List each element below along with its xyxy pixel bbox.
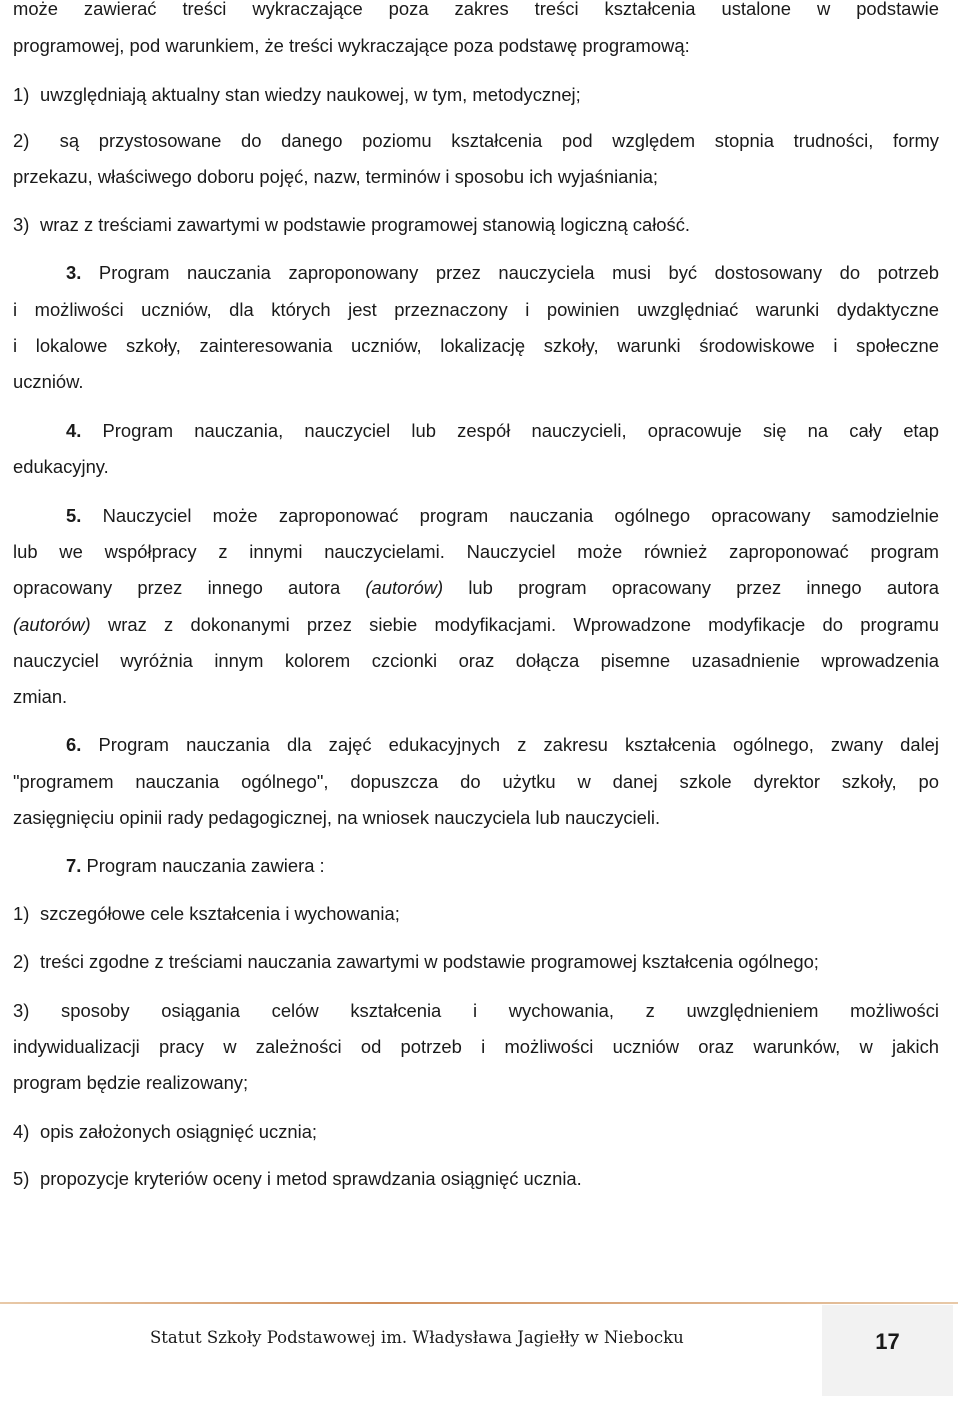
paragraph-text: Nauczyciel może zaproponować program nauczania ogólnego opracowany samodzielnie [102, 505, 939, 526]
paragraph-text: wraz z dokonanymi przez siebie modyfikacjami. Wprowadzone modyfikacje do programu [107, 614, 939, 635]
content-item-5 [13, 1168, 939, 1190]
paragraph-number: 3. [66, 262, 82, 283]
content-text: sposoby osiągania celów kształcenia i wychowania, z uwzględnieniem możliwości [61, 1000, 939, 1021]
condition-text: uwzględniają aktualny stan wiedzy naukowej, w tym, metodycznej; [40, 84, 581, 105]
page-number-box [822, 1305, 953, 1396]
paragraph-number: 7. [66, 855, 82, 876]
content-number: 2) [13, 951, 30, 972]
content-item-3-cont: indywidualizacji pracy w zależności od potrzeb i możliwości uczniów oraz warunków, w jakich [13, 1036, 939, 1057]
paragraph-5-line-3 [13, 577, 939, 599]
intro-line-2: programowej, pod warunkiem, że treści wykraczające poza podstawę programową: [13, 35, 690, 56]
footer-title: Statut Szkoły Podstawowej im. Władysława Jagiełły w Niebocku [150, 1328, 684, 1347]
paragraph-5-line-2: lub we współpracy z innymi nauczycielami. Nauczyciel może również zaproponować program [13, 541, 939, 562]
paragraph-3-line-3: i lokalowe szkoły, zainteresowania uczniów, lokalizację szkoły, warunki środowiskowe i społeczne [13, 335, 939, 356]
condition-text: wraz z treściami zawartymi w podstawie programowej stanowią logiczną całość. [40, 214, 691, 235]
italic-text: (autorów) [13, 614, 91, 635]
paragraph-number: 5. [66, 505, 82, 526]
paragraph-text: Program nauczania zaproponowany przez nauczyciela musi być dostosowany do potrzeb [98, 262, 939, 283]
condition-text: są przystosowane do danego poziomu kształcenia pod względem stopnia trudności, formy [59, 130, 939, 151]
content-item-4 [13, 1121, 939, 1143]
condition-number: 1) [13, 84, 30, 105]
condition-number: 3) [13, 214, 30, 235]
content-item-3-cont-2: program będzie realizowany; [13, 1072, 249, 1093]
paragraph-6-line-2: "programem nauczania ogólnego", dopuszcza do użytku w danej szkole dyrektor szkoły, po [13, 771, 939, 792]
condition-number: 2) [13, 130, 30, 151]
content-number: 3) [13, 1000, 30, 1021]
footer-divider [0, 1302, 958, 1304]
content-text: opis założonych osiągnięć ucznia; [40, 1121, 318, 1142]
content-item-2 [13, 951, 939, 973]
paragraph-6-line-1 [13, 734, 939, 756]
content-text: propozycje kryteriów oceny i metod sprawdzania osiągnięć ucznia. [40, 1168, 582, 1189]
italic-text: (autorów) [365, 577, 444, 598]
paragraph-text: lub program opracowany przez innego autora [468, 577, 939, 598]
paragraph-3-line-2: i możliwości uczniów, dla których jest przeznaczony i powinien uwzględniać warunki dydaktyczne [13, 299, 939, 320]
content-text: treści zgodne z treściami nauczania zawartymi w podstawie programowej kształcenia ogólnego; [40, 951, 819, 972]
paragraph-7-line-1 [13, 855, 939, 877]
paragraph-5-line-4 [13, 614, 939, 636]
page-number: 17 [875, 1329, 900, 1354]
paragraph-5-line-6: zmian. [13, 686, 68, 707]
paragraph-number: 6. [66, 734, 82, 755]
paragraph-text: Program nauczania, nauczyciel lub zespół nauczycieli, opracowuje się na cały etap [102, 420, 939, 441]
paragraph-3-line-1 [13, 262, 939, 284]
paragraph-4-line-1 [13, 420, 939, 442]
content-number: 4) [13, 1121, 30, 1142]
content-text: szczegółowe cele kształcenia i wychowania; [40, 903, 400, 924]
paragraph-text: opracowany przez innego autora [13, 577, 341, 598]
condition-item-1 [13, 84, 939, 106]
paragraph-4-line-2: edukacyjny. [13, 456, 109, 477]
condition-item-2 [13, 130, 939, 152]
paragraph-5-line-1 [13, 505, 939, 527]
paragraph-5-line-5: nauczyciel wyróżnia innym kolorem czcionki oraz dołącza pisemne uzasadnienie wprowadzenia [13, 650, 939, 671]
paragraph-6-line-3: zasięgnięciu opinii rady pedagogicznej, na wniosek nauczyciela lub nauczycieli. [13, 807, 661, 828]
paragraph-3-line-4: uczniów. [13, 371, 84, 392]
condition-item-3 [13, 214, 939, 236]
content-item-1 [13, 903, 939, 925]
content-number: 5) [13, 1168, 30, 1189]
paragraph-text: Program nauczania zawiera : [86, 855, 325, 876]
content-number: 1) [13, 903, 30, 924]
paragraph-text: Program nauczania dla zajęć edukacyjnych z zakresu kształcenia ogólnego, zwany dalej [98, 734, 939, 755]
intro-line-1: może zawierać treści wykraczające poza zakres treści kształcenia ustalone w podstawie [13, 0, 939, 19]
content-item-3 [13, 1000, 939, 1022]
paragraph-number: 4. [66, 420, 82, 441]
condition-item-2-cont: przekazu, właściwego doboru pojęć, nazw, terminów i sposobu ich wyjaśniania; [13, 166, 659, 187]
